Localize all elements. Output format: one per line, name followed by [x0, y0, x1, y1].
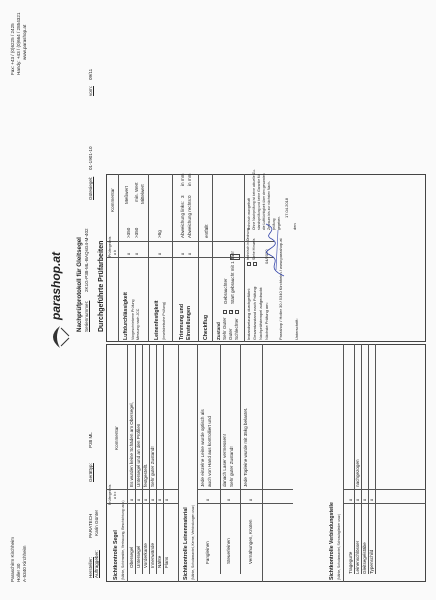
right-note: Ohne Nachprüfung ist keine aktuelle Zu-	[252, 169, 256, 230]
trimm-right-val: 0	[187, 195, 192, 198]
segel-rating-cols: a b c	[113, 491, 117, 499]
segel-item: Vorderkante	[143, 543, 148, 568]
leinen-note: danach Laser vermessen!	[222, 434, 227, 487]
serial-value: 2K1G-P38-ML-BAQsG4-M-402	[84, 228, 89, 292]
verbindung-item: Leinenschlösser	[355, 540, 360, 574]
leinen-note: Jede einzelne Leine wurde optisch als	[200, 409, 205, 487]
zustand-option: Sehr Guter	[222, 317, 227, 340]
pruef-rating-header: Prüfergebnis	[108, 236, 112, 257]
luft-line-1: Vorgeschriebene Prüfung	[131, 299, 135, 340]
issue-date: 17.04.2018	[284, 197, 289, 218]
segel-item: Innenwände	[150, 542, 155, 568]
trimm-left-val: 3	[180, 195, 185, 198]
luft-title: Luftdurchlässigkeit	[123, 292, 129, 340]
age-box	[230, 254, 240, 260]
zustand-age: Start gebraucht mit 1 Jahr	[230, 251, 235, 304]
segel-mark: x	[143, 498, 148, 502]
verbindung-title: Sichtkontrolle Verbindungsteile	[329, 502, 335, 580]
checkflug-title: Checkflug	[203, 314, 209, 340]
fax-line: Fax: +43 / (0)6225 / 2425	[10, 23, 15, 75]
verbindung-subtitle: (Nähte, Schutzmantel, Schraubglieder usw.)	[337, 513, 341, 580]
device-label: Gerättyp:	[88, 463, 93, 482]
luft-mark: x	[126, 252, 131, 256]
checkflug-value: entfällt	[204, 224, 209, 238]
client-label: Auftraggeber:	[94, 550, 99, 578]
verbindung-note: nachgezogen	[355, 459, 360, 487]
segel-note: Sehr guter Zustand!	[150, 446, 155, 487]
leinenfest-sub: (Inselstretsche Prüfung)	[162, 301, 166, 340]
leinen-mark: x	[248, 498, 253, 502]
segel-note: Es wurden keine Schäden am Obersegel,	[129, 402, 134, 487]
trimm-mark: x	[180, 252, 185, 256]
leinen-title: Sichtkontrolle Leinenmaterial	[183, 507, 189, 580]
document-title: Nachprüfprotokoll für Gleitsegel	[76, 237, 83, 332]
verbindung-item: Typenschild	[369, 549, 374, 574]
from-value: 09/11	[88, 68, 93, 80]
right-note: technisch mangelhaft	[247, 197, 251, 230]
trimm-left-unit: in mm	[180, 173, 185, 186]
segel-item: Nähte	[157, 555, 162, 568]
pruef-comment-header: Kommentar	[110, 188, 115, 212]
issue-from: den	[292, 223, 297, 230]
segel-item: Flans	[164, 556, 169, 568]
luft-value-1: >350	[126, 227, 131, 238]
luft-min-2: Mittelwert	[140, 184, 145, 204]
trimm-mark: x	[187, 252, 192, 256]
segel-rating-header: Prüfergebnis	[108, 484, 112, 505]
zustand-checkbox[interactable]	[235, 310, 239, 314]
option-text: technisch in Ordnung	[246, 227, 250, 260]
website-line: www.parashop.at	[22, 24, 27, 60]
zustand-title: Zustand	[216, 322, 221, 340]
leinen-note: auch von Hand aus kontrolliert und	[207, 416, 212, 487]
logo-wordmark: parashop.at	[49, 251, 63, 320]
segel-subtitle: (Nähte, Schirmmitte, Vertrauung, Beschichtung usw.)	[121, 500, 125, 580]
leinen-note: Jede Topleine wurde mit 35kg belastet.	[243, 407, 248, 487]
manufacturer-value: PARATECH	[88, 513, 93, 538]
option-checkbox[interactable]	[247, 262, 251, 266]
segel-item: Obersegel	[129, 546, 134, 568]
segel-title: Sichtkontrolle Segel	[113, 530, 119, 580]
zustand-used: Gebrauchter	[223, 278, 228, 304]
verbindung-item: Gleitsegelstäbe	[362, 542, 367, 574]
owner-street: Holler 30	[16, 563, 21, 582]
signoff-line: Nachprüfstempel aufgedruckt:	[258, 286, 263, 340]
owner-city: A-5340 Kirchheim	[22, 545, 27, 582]
signature-label: Unterschrift:	[294, 318, 299, 340]
segel-mark: x	[136, 498, 141, 502]
right-note: die Lufttüchtigkeit über den gesamten	[262, 173, 266, 230]
from-label: vom:	[88, 86, 93, 96]
leinen-item: Steuerleinen	[226, 538, 231, 564]
owner-name: Paraschirm Kirchheim	[10, 537, 15, 582]
device-value: P38 ML	[88, 432, 93, 448]
leinen-note: Sehr guter Zustand!	[229, 446, 234, 487]
section-title: Durchgeführte Prüfarbeiten	[98, 240, 105, 332]
signoff-line: Instandsetzung durchgeführt:	[246, 288, 251, 340]
luft-comment: Meßwert	[124, 186, 129, 204]
segel-note: Untersegel und an den Profilen	[136, 423, 141, 487]
seal-value: 01-1901-10	[88, 146, 93, 170]
luft-value-2: >350	[134, 227, 139, 238]
signoff-line: Nächste Prüfung am:	[264, 302, 269, 340]
parashop-logo	[46, 230, 72, 350]
verbindung-mark: x	[348, 498, 353, 502]
leinen-mark: x	[205, 498, 210, 502]
leinen-item: Fangleinen	[205, 541, 210, 564]
segel-mark: x	[150, 498, 155, 502]
signoff-line: Gesamtzustand nach Prüfung:	[252, 285, 257, 340]
right-note: prüfung	[272, 218, 276, 230]
leinenfest-title: Leinenfestigkeit	[154, 300, 160, 340]
segel-item: Untersegel	[136, 545, 141, 568]
leinenfest-value: >8g	[157, 230, 162, 238]
luft-mark: x	[134, 252, 139, 256]
leinen-mark: x	[226, 498, 231, 502]
handwritten-signature	[256, 220, 292, 280]
serial-label: Seriennummer:	[84, 300, 89, 332]
seal-label: Gütesiegel:	[88, 176, 93, 200]
trimm-title-2: Einstellungen	[186, 305, 192, 340]
handy-line: Handy: +43 / (0)664 / 2854321	[16, 12, 21, 75]
trimm-left: Abweichung links:	[180, 201, 185, 238]
leinenfest-mark: x	[157, 252, 162, 256]
zustand-checkbox[interactable]	[223, 310, 227, 314]
verbindung-item: Tragegurte	[348, 551, 353, 574]
verbindung-mark: x	[355, 498, 360, 502]
segel-mark: x	[164, 498, 169, 502]
parachute-logo-icon	[48, 324, 70, 350]
trimm-title-1: Trimmung und	[179, 303, 185, 340]
zustand-option: Schlechter	[234, 318, 239, 340]
trimm-right-unit: in mm	[187, 173, 192, 186]
segel-comment-header: Kommentar	[114, 426, 119, 450]
verbindung-mark: x	[362, 498, 367, 502]
leinen-subtitle: (Nähte, Schutzmantel, Kerne, Verbindungen usw.)	[191, 504, 195, 580]
pruef-rating-cols: a b	[113, 250, 117, 255]
signoff-shop: Parashop / Holler 30 / 5340 Kirchheim / www.parashop.at	[278, 238, 283, 340]
manufacturer-label: Hersteller:	[88, 557, 93, 578]
leinen-item: Vernähungen, Knoten	[248, 519, 253, 564]
client-value: Karin Günter	[94, 509, 99, 536]
right-note: Zeitraum bis zur nächsten Nach-	[267, 181, 271, 230]
segel-note: festgestellt.	[143, 463, 148, 487]
option-text: Siehe Hinweis	[252, 238, 256, 260]
right-note: standsprüfung und keine Garantie für	[257, 174, 261, 230]
luft-min-1: min. Wert	[134, 182, 139, 202]
date-value: 04/2020	[264, 249, 269, 264]
zustand-option: Guter	[228, 328, 233, 340]
segel-mark: x	[157, 498, 162, 502]
luft-line-2: Messung nach JCC	[136, 308, 140, 340]
trimm-right: Abweichung rechts:	[187, 197, 192, 238]
zustand-checkbox[interactable]	[229, 310, 233, 314]
right-note: gegeben.	[277, 215, 281, 230]
checked-mark: x	[229, 310, 234, 312]
segel-mark: x	[129, 498, 134, 502]
verbindung-mark: x	[369, 498, 374, 502]
